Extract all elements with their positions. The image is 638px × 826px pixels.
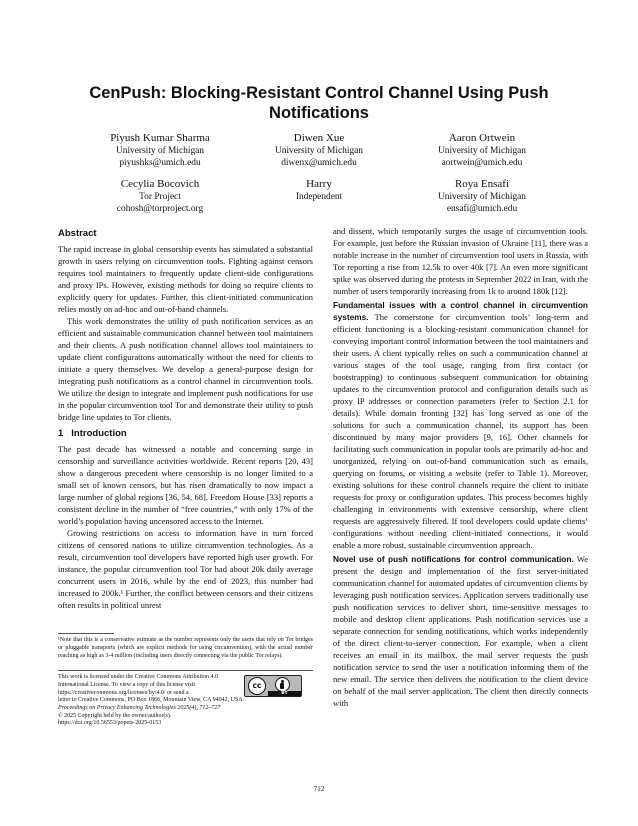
footnote-rule [58,633,114,634]
paper-title: CenPush: Blocking-Resistant Control Channel Using Push Notifications [89,84,549,122]
author-affiliation: Tor Project [139,192,181,202]
author-name: Roya Ensafi [454,178,510,190]
author-email: cohosh@torproject.org [116,204,204,214]
by-label: BY [268,691,301,697]
page-number: 712 [313,785,325,793]
author-affiliation: University of Michigan [437,192,526,202]
author-affiliation: University of Michigan [437,146,526,156]
section-number: 1 [58,428,64,439]
author-block [224,131,414,169]
author-block [387,131,577,169]
intro-paragraph: Growing restrictions on access to information have in turn forced citizens of censored nations to utilize circumvention technologies. As a result, circumvention tool developers have reported high user growth. For instance, the popular circumvention tool Tor had about 20k daily average concurrent users in 2016, while by the end of 2023, this number had increased to 200k.¹ Further, the conflict between censors and their citizens often results in political unrest [58,528,313,610]
author-block [224,177,414,203]
license-rule [58,670,313,671]
paragraph-text: The cornerstone for circumvention tools’ long-term and efficient functioning is a blocking-resistant communication channel for conveying important control information between the tool maintainers and their users. A client typically relies on such a communication channel at various stages of the tool usage, ranging from first contact (or bootstrapping) to continuous subsequent communication for obtaining updates to the circumvention protocol and configuration details such as proxy IP addresses or connection parameters (refer to Section 2.1 for details). While domain fronting [32] has long served as one of the solutions for such a communication channel, its support has been discontinued by many major providers [9, 16]. Other channels for facilitating such communication in popular tools are primarily ad-hoc and unorganized, relying on out-of-band communication such as emails, querying on forums, or visiting a website (refer to Table 1). Moreover, existing solutions for these control channels require the client to initiate requests for proxy or configuration updates. This process becomes highly challenging in environments with extensive censorship, where client requests are aggressively filtered. If tool developers could update clients’ configurations without needing client-initiated connections, it would enable a more robust, sustainable circumvention approach. [333,312,588,550]
author-name: Diwen Xue [293,132,345,144]
author-email: aortwein@umich.edu [441,158,523,168]
paragraph-text: We present the design and implementation of the first server-initiated communication channel for automated updates of circumvention clients by leveraging push notification services. Application servers traditionally use push notification services to deliver short, time-sensitive messages to mobile and desktop client applications. Push notification services use a separate connection for sending notifications, which works independently of the direct client-to-server connection. For example, when a client receives an email in its mailbox, the mail server requests the push notification service to send the user a notification informing them of the new email. The service then delivers the notification to the client device on behalf of the mail server application. The client then directly connects with [333,554,588,708]
author-name: Cecylia Bocovich [120,178,200,190]
author-email: ensafi@umich.edu [446,204,518,214]
intro-paragraph: The past decade has witnessed a notable and concerning surge in censorship and surveillance activities worldwide. Recent reports [20, 43] show a dangerous precedent where censorship is no longer limited to a small set of known censors, but has risen dramatically to now impact a large number of global regions [36, 54, 68]. Freedom House [33] reports a consistent decline in the number of “free countries,” with only 17% of the world’s population having uncensored access to the Internet. [58,444,313,526]
author-affiliation: University of Michigan [115,146,204,156]
author-affiliation: University of Michigan [274,146,363,156]
right-column [333,225,588,709]
author-name: Piyush Kumar Sharma [110,132,210,144]
paragraph-lead: Fundamental issues with a control channel in circumvention systems. [333,300,588,322]
footnote: ¹Note that this is a conservative estimate as the number represents only the users that rely on Tor bridges or pluggable transports (which are explicit methods for using circumvention), with the actual number reaching as high as 3-4 million (including users directly connecting via the public Tor relays). [58,637,313,659]
section-title: Introduction [71,428,127,439]
body-paragraph: and dissent, which temporarily surges the usage of circumvention tools. For example, just before the Russian invasion of Ukraine [11], there was a notable increase in the number of circumvention tool users in Russia, with Tor reporting a rise from 12.5k to over 40k [7]. An even more significant spike was observed during the protests in September 2022 in Iran, with the number of users temporarily increasing from 1k to around 180k [12]. [333,226,588,296]
section-heading [58,428,313,440]
author-name: Harry [306,178,332,190]
license-text: This work is licensed under the Creative Commons Attribution 4.0 International License. To view a copy of this license visit https://creativecommons.org/licenses/by/4.0/ or send a [58,674,218,696]
cc-icon: cc [248,677,266,695]
cc-by-badge [244,675,302,697]
body-paragraph [333,299,588,551]
author-block [387,177,577,215]
body-paragraph [333,553,588,709]
license-line: letter to Creative Commons, PO Box 1866, Mountain View, CA 94042, USA. [58,697,245,703]
paragraph-lead: Novel use of push notifications for control communication. [333,554,574,564]
proceedings: Proceedings on Privacy Enhancing Technologies 2025(4), 712–727 [58,704,221,711]
abstract-paragraph: This work demonstrates the utility of push notification services as an efficient and sustainable communication channel between tool maintainers and their clients. A push notification channel allows tool maintainers to update client configurations automatically without the need for clients to initiate a query themselves. We develop a general-purpose design for integrating push notifications as a control channel in circumvention tools. We utilize the design to integrate and implement push notifications for use in the popular circumvention tool Tor and demonstrate their utility to push bridge line updates to Tor clients. [58,316,313,422]
abstract-heading: Abstract [58,228,97,239]
author-email: diwenx@umich.edu [281,158,357,168]
doi-link[interactable]: https://doi.org/10.56553/popets-2025-0153 [58,720,162,727]
license-details [58,697,313,728]
abstract-paragraph: The rapid increase in global censorship events has stimulated a substantial growth in users relying on circumvention tools. Fighting against censors requires tool maintainers to frequently update client-side configurations and proxy IPs. However, existing methods for doing so require clients to explicitly query for updates. Further, this client-initiated communication relies mostly on ad-hoc and out-of-band channels. [58,244,313,314]
left-column [58,228,313,611]
author-email: piyushks@umich.edu [119,158,201,168]
copyright: © 2025 Copyright held by the owner/author(s). [58,712,172,719]
author-affiliation: Independent [295,192,343,202]
author-name: Aaron Ortwein [448,132,516,144]
